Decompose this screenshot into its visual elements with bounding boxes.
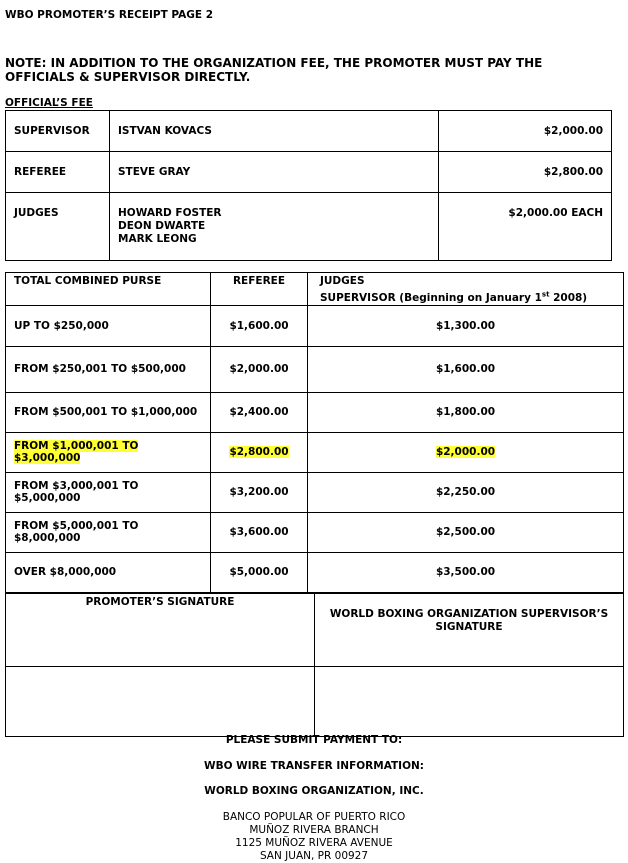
- judges-fee: $2,500.00: [435, 526, 496, 538]
- official-name: STEVE GRAY: [110, 152, 439, 193]
- referee-fee: $2,400.00: [229, 406, 289, 418]
- promoter-signature-label: PROMOTER’S SIGNATURE: [6, 594, 315, 667]
- fee-row-highlighted: [6, 432, 624, 472]
- judges-fee: $3,500.00: [435, 566, 496, 578]
- signature-table: [5, 593, 624, 737]
- official-row-judges: [6, 193, 612, 261]
- header-purse: TOTAL COMBINED PURSE: [6, 273, 211, 306]
- judge-name: HOWARD FOSTER: [118, 207, 222, 219]
- fee-row: [6, 512, 624, 552]
- supervisor-signature-field[interactable]: [315, 667, 624, 737]
- official-role: JUDGES: [6, 193, 110, 261]
- header-referee: REFEREE: [211, 273, 308, 306]
- official-fee: $2,000.00 EACH: [439, 193, 612, 261]
- bank-address: [0, 811, 628, 863]
- official-fee: $2,000.00: [439, 111, 612, 152]
- purse-range: FROM $5,000,001 TO $8,000,000: [14, 520, 139, 544]
- fee-schedule-header: [6, 273, 624, 306]
- fee-row: [6, 552, 624, 592]
- promoter-signature-field[interactable]: [6, 667, 315, 737]
- official-fee: $2,800.00: [439, 152, 612, 193]
- official-row-supervisor: [6, 111, 612, 152]
- header-judges-supervisor: [308, 273, 624, 306]
- referee-fee: $1,600.00: [229, 319, 289, 332]
- fee-row: [6, 346, 624, 392]
- bank-line: 1125 MUÑOZ RIVERA AVENUE: [235, 837, 393, 849]
- judge-name: MARK LEONG: [118, 233, 197, 245]
- official-role: REFEREE: [6, 152, 110, 193]
- organization-name: WORLD BOXING ORGANIZATION, INC.: [204, 785, 424, 797]
- fee-row: [6, 472, 624, 512]
- officials-fee-table: [5, 110, 612, 261]
- header-supervisor: SUPERVISOR (Beginning on January 1st 2008): [320, 290, 588, 304]
- bank-line: BANCO POPULAR OF PUERTO RICO: [222, 811, 406, 823]
- fee-row: [6, 305, 624, 346]
- judges-fee: $2,250.00: [435, 486, 496, 498]
- official-row-referee: [6, 152, 612, 193]
- judges-fee: $2,000.00: [435, 446, 496, 458]
- purse-range: OVER $8,000,000: [14, 566, 117, 578]
- judges-fee: $1,800.00: [435, 406, 496, 418]
- officials-fee-label: OFFICIAL’S FEE: [5, 97, 93, 109]
- page-title: WBO PROMOTER’S RECEIPT PAGE 2: [5, 9, 214, 21]
- purse-range: FROM $1,000,001 TO $3,000,000: [14, 440, 139, 464]
- bank-line: MUÑOZ RIVERA BRANCH: [249, 824, 379, 836]
- signature-labels: [6, 594, 624, 667]
- organization-fee-note: NOTE: IN ADDITION TO THE ORGANIZATION FEE, THE PROMOTER MUST PAY THE OFFICIALS & SUPERVISOR DIRECTLY.: [5, 56, 543, 84]
- official-role: SUPERVISOR: [6, 111, 110, 152]
- signature-fields: [6, 667, 624, 737]
- header-judges: JUDGES: [320, 275, 365, 287]
- purse-range: FROM $250,001 TO $500,000: [14, 363, 186, 375]
- supervisor-signature-label: WORLD BOXING ORGANIZATION SUPERVISOR’S SIGNATURE: [315, 594, 624, 667]
- referee-fee: $3,600.00: [229, 526, 289, 538]
- referee-fee: $2,000.00: [229, 363, 289, 375]
- judges-fee: $1,600.00: [435, 363, 496, 375]
- bank-line: SAN JUAN, PR 00927: [259, 850, 369, 862]
- official-name: ISTVAN KOVACS: [110, 111, 439, 152]
- purse-range: UP TO $250,000: [14, 319, 109, 332]
- referee-fee: $2,800.00: [229, 446, 289, 458]
- referee-fee: $3,200.00: [229, 486, 289, 498]
- fee-schedule-table: [5, 272, 624, 593]
- referee-fee: $5,000.00: [229, 566, 289, 578]
- judge-name: DEON DWARTE: [118, 220, 206, 232]
- submit-payment-heading: PLEASE SUBMIT PAYMENT TO:: [225, 734, 403, 746]
- purse-range: FROM $500,001 TO $1,000,000: [14, 406, 198, 418]
- judge-names: [110, 193, 439, 261]
- fee-row: [6, 392, 624, 432]
- purse-range: FROM $3,000,001 TO $5,000,000: [14, 480, 139, 504]
- wire-transfer-heading: WBO WIRE TRANSFER INFORMATION:: [204, 760, 424, 772]
- judges-fee: $1,300.00: [435, 319, 496, 332]
